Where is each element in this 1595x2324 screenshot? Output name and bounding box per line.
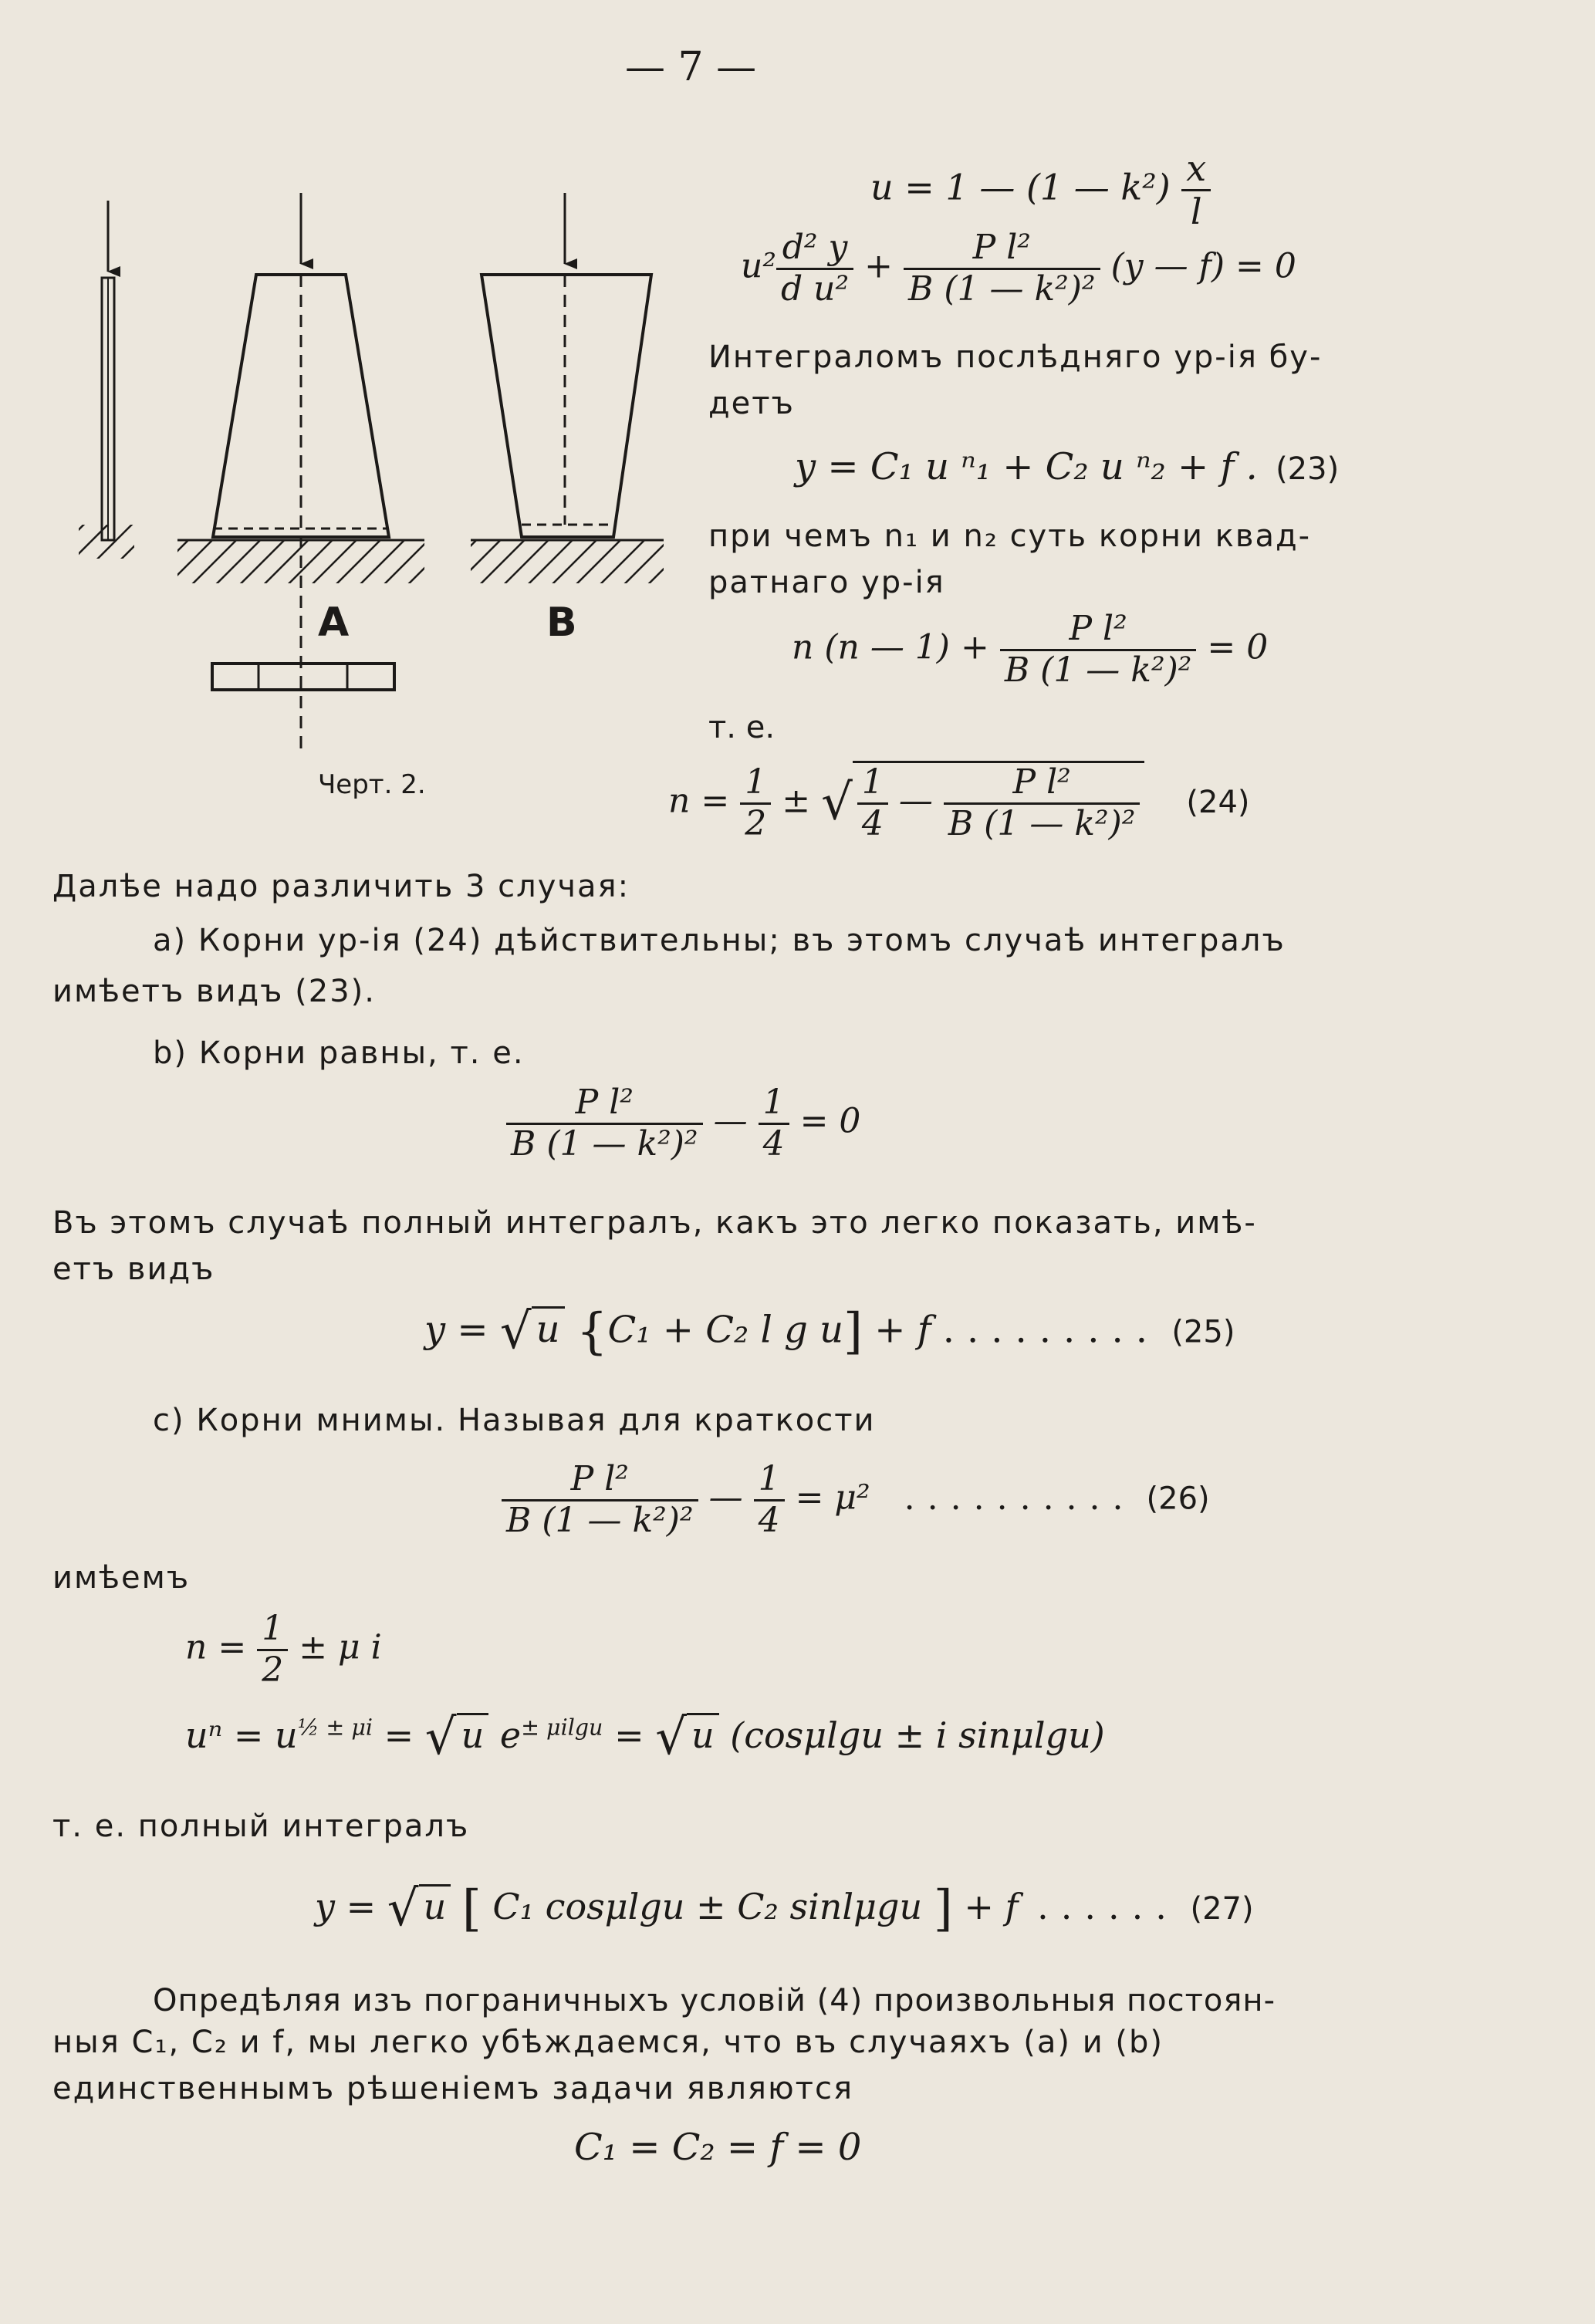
eq-24-quarter-den: 4 [861, 803, 884, 843]
eq-24-p-num: P l² [944, 763, 1140, 805]
eq-quad-rhs: = 0 [1207, 627, 1269, 667]
paragraph-case-a-line1: а) Корни ур-ія (24) дѣйствительны; въ этомъ случаѣ интегралъ [153, 923, 1286, 958]
eq-24-quarter-num: 1 [857, 763, 888, 805]
left-bracket-27: [ [461, 1880, 482, 1937]
eq-26-num: P l² [502, 1460, 698, 1501]
eq-diff-tail: (y — f) = 0 [1110, 246, 1296, 286]
eq-27-radicand: u [419, 1884, 451, 1927]
equation-differential [741, 228, 1296, 309]
eq-27-dots: ...... [1037, 1885, 1179, 1927]
eq-quad-den: B (1 — k²)² [1004, 650, 1192, 690]
right-bracket-25: ] [843, 1303, 863, 1360]
eq-diff-a-num: d² y [776, 228, 853, 270]
eq-24-p-den: B (1 — k²)² [948, 803, 1136, 843]
eq-n-rhs: ± μ i [299, 1627, 382, 1667]
left-brace-25: { [576, 1303, 608, 1360]
eq-23-body: y = C₁ u ⁿ₁ + C₂ u ⁿ₂ + f . [795, 445, 1258, 488]
eq-b-quarter-den: 4 [762, 1123, 785, 1164]
eq-24-minus: — [898, 781, 933, 821]
eq-24-half-num: 1 [740, 763, 771, 805]
eq-b-minus: — [713, 1101, 748, 1141]
text-imeem: имѣемъ [52, 1560, 191, 1596]
paragraph-final-line1: Опредѣляя изъ пограничныхъ условій (4) произвольныя постоян- [153, 1983, 1276, 2018]
eq-24-lhs: n = [668, 781, 730, 821]
sqrt-sign-un-1: √ [424, 1709, 457, 1766]
paragraph-case-b: b) Корни равны, т. е. [153, 1035, 525, 1071]
eq-un-e: e [499, 1714, 522, 1756]
figure-label-a: A [318, 600, 350, 646]
eq-25-radicand: u [532, 1306, 565, 1351]
eq-n-num: 1 [257, 1610, 288, 1651]
eq-27-lhs: y = [315, 1885, 377, 1927]
eq-un-eq1: = [384, 1714, 414, 1756]
eq-un-tail: (cosμlgu ± i sinμlgu) [730, 1714, 1105, 1756]
eq-un-exponent-2: ± μilgu [521, 1714, 603, 1741]
eq-u-num: x [1181, 148, 1211, 191]
sqrt-sign-24: √ [821, 774, 853, 832]
eq-26-quarter-den: 4 [758, 1500, 780, 1540]
figure-label-b: B [546, 600, 577, 646]
eq-26-rhs: = μ² [795, 1478, 870, 1518]
eq-diff-b-num: P l² [904, 228, 1100, 270]
sqrt-sign-un-2: √ [655, 1709, 688, 1766]
paragraph-roots-line2: ратнаго ур-ія [708, 565, 945, 600]
eq-25-dots: ......... [942, 1308, 1161, 1352]
paragraph-roots-line1: при чемъ n₁ и n₂ суть корни квад- [708, 519, 1312, 554]
equation-23 [795, 446, 1339, 488]
text-te-1: т. е. [708, 710, 776, 745]
eq-n-den: 2 [262, 1650, 284, 1690]
eq-24-number: (24) [1186, 784, 1250, 820]
paragraph-final-line2: ныя C₁, C₂ и f, мы легко убѣждаемся, что въ случаяхъ (а) и (b) [52, 2025, 1164, 2060]
eq-b-rhs: = 0 [799, 1101, 861, 1141]
eq-un-radicand-1: u [457, 1713, 489, 1756]
eq-u-lhs: u [870, 166, 894, 208]
figure-caption: Черт. 2. [318, 769, 426, 800]
paragraph-case-c: с) Корни мнимы. Называя для краткости [153, 1403, 876, 1438]
eq-25-lhs: y = [424, 1308, 488, 1352]
eq-24-half-den: 2 [745, 803, 767, 843]
equation-27 [315, 1881, 1254, 1938]
paragraph-integral-line1: Интеграломъ послѣдняго ур-ія бу- [708, 339, 1323, 375]
eq-b-den: B (1 — k²)² [511, 1123, 698, 1164]
eq-diff-b-den: B (1 — k²)² [908, 269, 1096, 309]
eq-26-minus: — [708, 1478, 743, 1518]
eq-u-mid: = 1 — (1 — k²) [904, 166, 1171, 208]
eq-25-tail: + f [874, 1308, 931, 1352]
paragraph-cases: Далѣе надо различить 3 случая: [52, 869, 630, 904]
eq-25-number: (25) [1171, 1314, 1235, 1350]
page-number: — 7 — [625, 44, 757, 90]
eq-u-den: l [1190, 190, 1202, 232]
eq-quad-lhs: n (n — 1) + [792, 627, 989, 667]
equation-26 [502, 1460, 1210, 1540]
eq-26-dots: .......... [904, 1478, 1136, 1518]
text-te-2: т. е. полный интегралъ [52, 1809, 470, 1844]
paragraph-full-b-line1: Въ этомъ случаѣ полный интегралъ, какъ это легко показать, имѣ- [52, 1205, 1257, 1241]
eq-diff-a-den: d u² [780, 269, 850, 309]
eq-26-quarter-num: 1 [754, 1460, 785, 1501]
paragraph-case-a-line2: имѣетъ видъ (23). [52, 974, 376, 1009]
eq-24-pm: ± [782, 781, 811, 821]
sqrt-sign-27: √ [387, 1880, 419, 1937]
eq-un-eq2: = [614, 1714, 644, 1756]
equation-u [870, 148, 1211, 232]
eq-diff-plus: + [864, 246, 893, 286]
figure-chert-2 [62, 185, 679, 795]
eq-n-lhs: n = [185, 1627, 247, 1667]
eq-b-num: P l² [506, 1083, 703, 1125]
tapered-column-b [471, 193, 664, 583]
eq-26-number: (26) [1146, 1481, 1210, 1517]
eq-27-tail: + f [964, 1885, 1019, 1927]
eq-b-quarter-num: 1 [759, 1083, 789, 1125]
eq-un-radicand-2: u [687, 1713, 719, 1756]
equation-25 [424, 1304, 1235, 1361]
equation-final: C₁ = C₂ = f = 0 [574, 2126, 862, 2169]
equation-case-b [506, 1083, 860, 1164]
eq-27-body: C₁ cosμlgu ± C₂ sinlμgu [492, 1885, 923, 1927]
eq-26-den: B (1 — k²)² [506, 1500, 694, 1540]
eq-23-number: (23) [1276, 451, 1340, 487]
sqrt-sign-25: √ [499, 1303, 532, 1360]
rod-figure [79, 201, 134, 559]
equation-u-power-n [185, 1710, 1105, 1767]
paragraph-integral-line2: детъ [708, 386, 795, 421]
eq-un-exponent: ½ ± μi [297, 1714, 373, 1741]
equation-n [185, 1610, 382, 1690]
paragraph-full-b-line2: етъ видъ [52, 1252, 215, 1287]
eq-un-lhs: uⁿ = u [185, 1714, 298, 1756]
right-bracket-27: ] [933, 1880, 953, 1937]
eq-25-body: C₁ + C₂ l g u [607, 1308, 843, 1352]
tapered-column-a [177, 193, 424, 756]
eq-quad-num: P l² [1000, 610, 1197, 651]
paragraph-final-line3: единственнымъ рѣшеніемъ задачи являются [52, 2071, 854, 2106]
eq-diff-prefix: u² [741, 246, 776, 286]
eq-27-number: (27) [1190, 1890, 1254, 1927]
equation-24 [668, 761, 1250, 843]
equation-quadratic [792, 610, 1268, 690]
